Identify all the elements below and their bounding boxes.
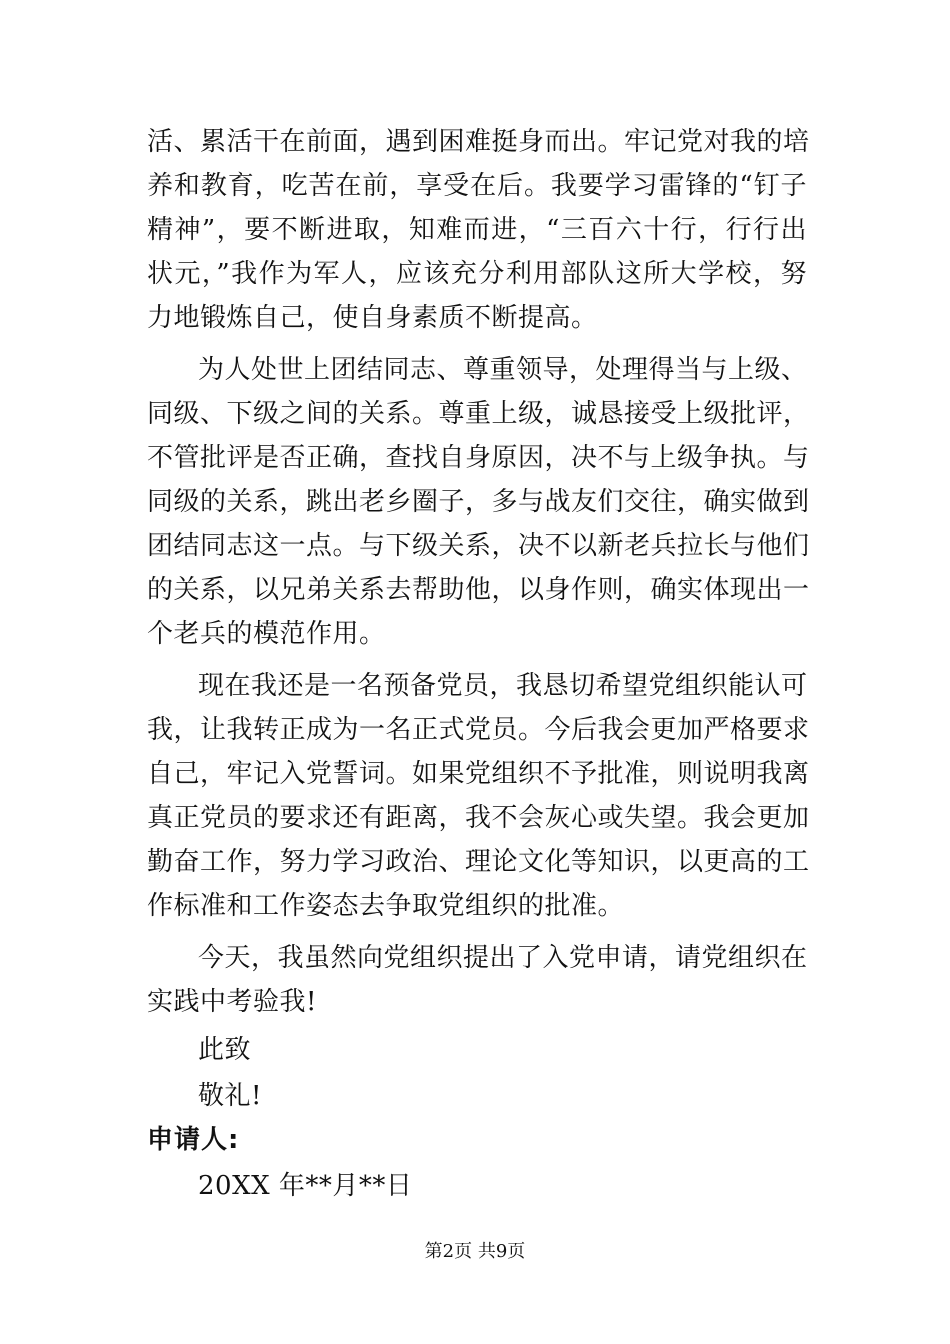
text-line: 同级的关系，跳出老乡圈子，多与战友们交往，确实做到 [147,487,810,517]
text-line: 养和教育，吃苦在前，享受在后。我要学习雷锋的“钉子 [147,171,807,201]
text-line: 实践中考验我! [147,987,317,1017]
text-line: 我，让我转正成为一名正式党员。今后我会更加严格要求 [147,715,810,745]
page-footer: 第2页 共9页 [424,1241,526,1262]
signature-date: 20XX 年**月**日 [198,1171,413,1201]
applicant-label: 申请人: [147,1125,240,1155]
text-line: 今天，我虽然向党组织提出了入党申请，请党组织在 [198,943,808,973]
text-line: 同级、下级之间的关系。尊重上级，诚恳接受上级批评， [147,399,810,429]
text-line: 自己，牢记入党誓词。如果党组织不予批准，则说明我离 [147,759,810,789]
closing-regards: 敬礼! [198,1081,262,1111]
text-line: 作标准和工作姿态去争取党组织的批准。 [147,891,625,921]
text-line: 精神”，要不断进取，知难而进，“三百六十行，行行出 [147,215,807,245]
text-line: 现在我还是一名预备党员，我恳切希望党组织能认可 [198,671,808,701]
closing-salutation: 此致 [198,1035,252,1065]
text-line: 活、累活干在前面，遇到困难挺身而出。牢记党对我的培 [147,127,810,157]
text-line: 的关系，以兄弟关系去帮助他，以身作则，确实体现出一 [147,575,810,605]
text-line: 个老兵的模范作用。 [147,619,386,649]
text-line: 不管批评是否正确，查找自身原因，决不与上级争执。与 [147,443,810,473]
text-line: 真正党员的要求还有距离，我不会灰心或失望。我会更加 [147,803,810,833]
text-line: 状元，”我作为军人，应该充分利用部队这所大学校，努 [147,259,807,289]
text-line: 力地锻炼自己，使自身素质不断提高。 [147,303,598,333]
text-line: 为人处世上团结同志、尊重领导，处理得当与上级、 [198,355,808,385]
text-line: 勤奋工作，努力学习政治、理论文化等知识，以更高的工 [147,847,810,877]
text-line: 团结同志这一点。与下级关系，决不以新老兵拉长与他们 [147,531,810,561]
